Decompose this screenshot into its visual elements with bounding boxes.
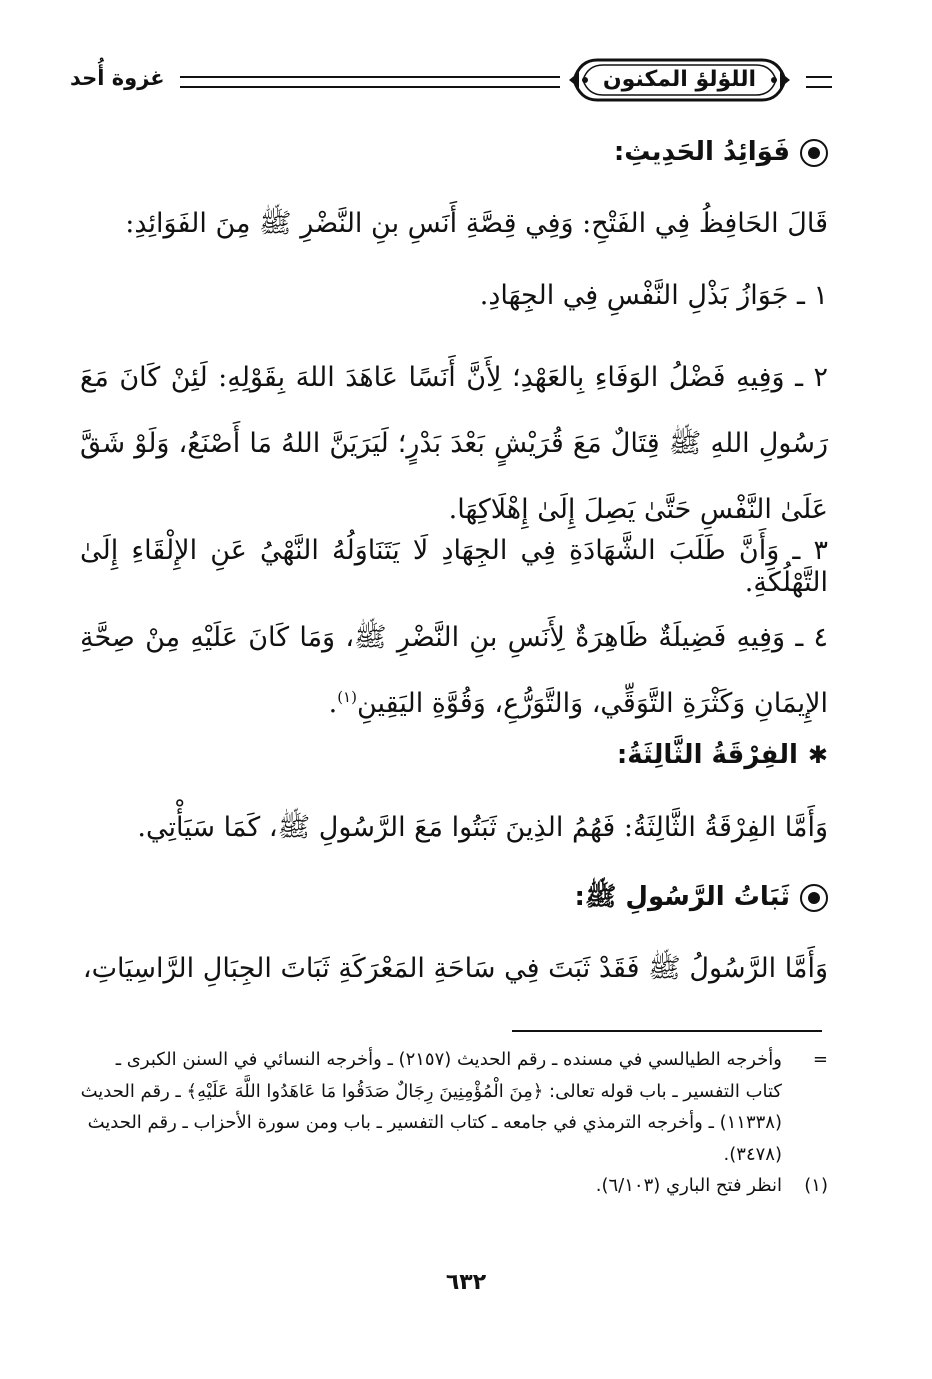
- header-rule-left: [180, 76, 560, 88]
- section-heading-steadfastness: [80, 882, 828, 913]
- paragraph: ٢ ـ وَفِيهِ فَضْلُ الوَفَاءِ بِالعَهْدِ؛ لِأَنَّ أَنَسًا عَاهَدَ اللهَ بِقَوْلِهِ: لَئِنْ كَانَ مَعَ رَسُولِ اللهِ ﷺ قِتَالٌ مَعَ قُرَيْشٍ بَعْدَ بَدْرٍ؛ لَيَرَيَنَّ اللهُ مَا أَصْنَعُ، وَلَوْ شَقَّ عَلَىٰ النَّفْسِ حَتَّىٰ يَصِلَ إِلَىٰ إِهْلَاكِهَا.: [80, 362, 829, 526]
- footnote-1: [80, 1170, 828, 1202]
- footnote-mark: =: [812, 1049, 828, 1070]
- paragraph: قَالَ الحَافِظُ فِي الفَتْحِ: وَفِي قِصَّةِ أَنَسِ بنِ النَّضْرِ ﷺ مِنَ الفَوَائِدِ:: [125, 208, 828, 239]
- footnote-ref: (١): [337, 688, 357, 707]
- running-header: [70, 52, 832, 112]
- paragraph-text: ٤ ـ وَفِيهِ فَضِيلَةٌ ظَاهِرَةٌ لِأَنَسِ بنِ النَّضْرِ ﷺ، وَمَا كَانَ عَلَيْهِ مِنْ صِحَّةِ الإِيمَانِ وَكَثْرَةِ التَّوَقِّي، وَالتَّوَرُّعِ، وَقُوَّةِ اليَقِينِ: [80, 622, 828, 720]
- paragraph: ١ ـ جَوَازُ بَذْلِ النَّفْسِ فِي الجِهَادِ.: [479, 280, 828, 311]
- footnote-separator: [512, 1030, 822, 1032]
- section-heading-third-group: [80, 740, 828, 771]
- footnote-text: انظر فتح الباري (٦/١٠٣).: [595, 1175, 782, 1196]
- rosette-icon: [800, 884, 828, 912]
- paragraph: وَأَمَّا الرَّسُولُ ﷺ فَقَدْ ثَبَتَ فِي سَاحَةِ المَعْرَكَةِ ثَبَاتَ الجِبَالِ الرَّاسِيَاتِ،: [82, 953, 828, 984]
- footnotes: [80, 1044, 828, 1202]
- book-title: اللؤلؤ المكنون: [602, 67, 757, 92]
- heading-text: ثَبَاتُ الرَّسُولِ ﷺ:: [574, 882, 790, 912]
- footnote-text: وأخرجه الطيالسي في مسنده ـ رقم الحديث (٢١٥٧) ـ وأخرجه النسائي في السنن الكبرى ـ كتاب التفسير ـ باب قوله تعالى: ﴿مِنَ الْمُؤْمِنِينَ رِجَالٌ صَدَقُوا مَا عَاهَدُوا اللَّهَ عَلَيْهِ﴾ ـ رقم الحديث (١١٣٣٨) ـ وأخرجه الترمذي في جامعه ـ كتاب التفسير ـ باب ومن سورة الأحزاب ـ رقم الحديث (٣٤٧٨).: [80, 1049, 782, 1165]
- asterisk-icon: ✱: [807, 741, 828, 770]
- page-number: ٦٣٢: [445, 1270, 487, 1295]
- heading-text: الفِرْقَةُ الثَّالِثَةُ:: [616, 740, 798, 770]
- section-heading-benefits: [80, 137, 828, 168]
- footnote-mark: (١): [804, 1175, 828, 1196]
- book-title-ornament: [567, 54, 792, 106]
- paragraph: ٤ ـ وَفِيهِ فَضِيلَةٌ ظَاهِرَةٌ لِأَنَسِ بنِ النَّضْرِ ﷺ، وَمَا كَانَ عَلَيْهِ مِنْ صِحَّةِ الإِيمَانِ وَكَثْرَةِ التَّوَقِّي، وَالتَّوَرُّعِ، وَقُوَّةِ اليَقِينِ$^{(١)}$.: [80, 622, 828, 720]
- chapter-title: غزوة أُحد: [70, 66, 165, 90]
- heading-text: فَوَائِدُ الحَدِيثِ:: [613, 137, 790, 167]
- rosette-icon: [800, 139, 828, 167]
- header-rule-right: [806, 76, 832, 88]
- footnote-continuation: [80, 1044, 828, 1170]
- paragraph: ٣ ـ وَأَنَّ طَلَبَ الشَّهَادَةِ فِي الجِهَادِ لَا يَتَنَاوَلُهُ النَّهْيُ عَنِ الإِلْقَاءِ إِلَىٰ التَّهْلُكَةِ.: [80, 535, 828, 599]
- paragraph: وَأَمَّا الفِرْقَةُ الثَّالِثَةُ: فَهُمُ الذِينَ ثَبَتُوا مَعَ الرَّسُولِ ﷺ، كَمَا سَيَأْتِي.: [137, 812, 828, 843]
